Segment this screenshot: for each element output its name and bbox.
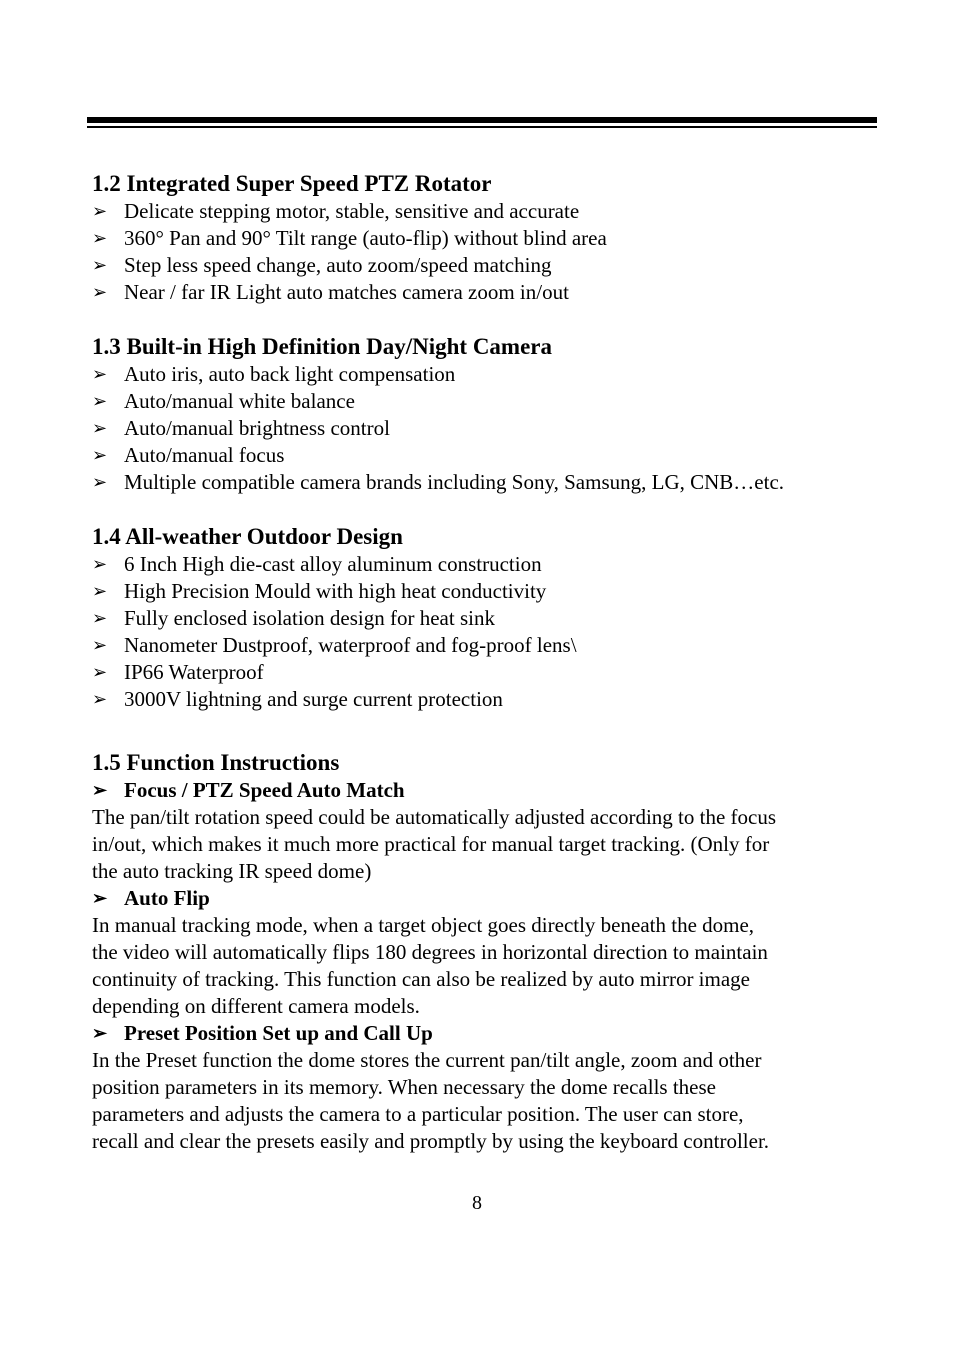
- section-title: 1.3 Built-in High Definition Day/Night Camera: [92, 334, 553, 359]
- list-item: ➢ 360° Pan and 90° Tilt range (auto-flip) without blind area: [92, 226, 607, 250]
- list-item: ➢ Auto iris, auto back light compensation: [92, 362, 456, 386]
- list-item: ➢ Nanometer Dustproof, waterproof and fog-proof lens\: [92, 633, 577, 657]
- arrow-bullet-icon: ➢: [92, 608, 108, 628]
- list-item: ➢ Auto/manual brightness control: [92, 416, 390, 440]
- arrow-bullet-icon: ➢: [92, 554, 108, 574]
- section-title: 1.2 Integrated Super Speed PTZ Rotator: [92, 171, 492, 196]
- list-item: ➢ Auto/manual focus: [92, 443, 285, 467]
- page-content: [92, 170, 882, 1155]
- function-heading: ➢ Auto Flip: [92, 886, 210, 910]
- arrow-bullet-icon: ➢: [92, 1023, 108, 1043]
- arrow-bullet-icon: ➢: [92, 445, 108, 465]
- function-heading: ➢ Preset Position Set up and Call Up: [92, 1021, 433, 1045]
- list-item: ➢ Multiple compatible camera brands including Sony, Samsung, LG, CNB…etc.: [92, 470, 785, 494]
- list-item: ➢ IP66 Waterproof: [92, 660, 264, 684]
- page-number: 8: [472, 1192, 482, 1214]
- list-item: ➢ Fully enclosed isolation design for heat sink: [92, 606, 495, 630]
- arrow-bullet-icon: ➢: [92, 472, 108, 492]
- function-description: In manual tracking mode, when a target object goes directly beneath the dome, the video will automatically flips 180 degrees in horizontal direction to maintain continuity of tracking. This function can also be realized by auto mirror image depending on different camera models.: [92, 913, 768, 1018]
- arrow-bullet-icon: ➢: [92, 635, 108, 655]
- function-description: In the Preset function the dome stores the current pan/tilt angle, zoom and other position parameters in its memory. When necessary the dome recalls these parameters and adjusts the camera to a particular position. The user can store, recall and clear the presets easily and promptly by using the keyboard controller.: [92, 1048, 770, 1153]
- list-item: ➢ Auto/manual white balance: [92, 389, 355, 413]
- function-heading: ➢ Focus / PTZ Speed Auto Match: [92, 778, 405, 802]
- arrow-bullet-icon: ➢: [92, 282, 108, 302]
- arrow-bullet-icon: ➢: [92, 689, 108, 709]
- bullet-list: [92, 361, 882, 496]
- arrow-bullet-icon: ➢: [92, 391, 108, 411]
- section-title: 1.4 All-weather Outdoor Design: [92, 524, 403, 549]
- list-item: ➢ Step less speed change, auto zoom/speed matching: [92, 253, 552, 277]
- arrow-bullet-icon: ➢: [92, 228, 108, 248]
- list-item: ➢ 3000V lightning and surge current protection: [92, 687, 503, 711]
- arrow-bullet-icon: ➢: [92, 581, 108, 601]
- list-item: ➢ High Precision Mould with high heat conductivity: [92, 579, 547, 603]
- section-outdoor-design: [92, 523, 882, 713]
- section-day-night-camera: [92, 333, 882, 496]
- arrow-bullet-icon: ➢: [92, 888, 108, 908]
- header-rule-thick: [87, 117, 877, 123]
- section-title: 1.5 Function Instructions: [92, 750, 340, 775]
- function-description: The pan/tilt rotation speed could be automatically adjusted according to the focus in/out, which makes it much more practical for manual target tracking. (Only for the auto tracking IR speed dome): [92, 805, 777, 883]
- bullet-list: [92, 551, 882, 713]
- list-item: ➢ Delicate stepping motor, stable, sensitive and accurate: [92, 199, 580, 223]
- arrow-bullet-icon: ➢: [92, 662, 108, 682]
- arrow-bullet-icon: ➢: [92, 418, 108, 438]
- arrow-bullet-icon: ➢: [92, 364, 108, 384]
- list-item: ➢ 6 Inch High die-cast alloy aluminum construction: [92, 552, 542, 576]
- section-ptz-rotator: [92, 170, 882, 306]
- arrow-bullet-icon: ➢: [92, 201, 108, 221]
- section-function-instructions: [92, 749, 882, 1155]
- list-item: ➢ Near / far IR Light auto matches camera zoom in/out: [92, 280, 569, 304]
- bullet-list: [92, 198, 882, 306]
- arrow-bullet-icon: ➢: [92, 780, 108, 800]
- arrow-bullet-icon: ➢: [92, 255, 108, 275]
- header-rule-thin: [87, 126, 877, 128]
